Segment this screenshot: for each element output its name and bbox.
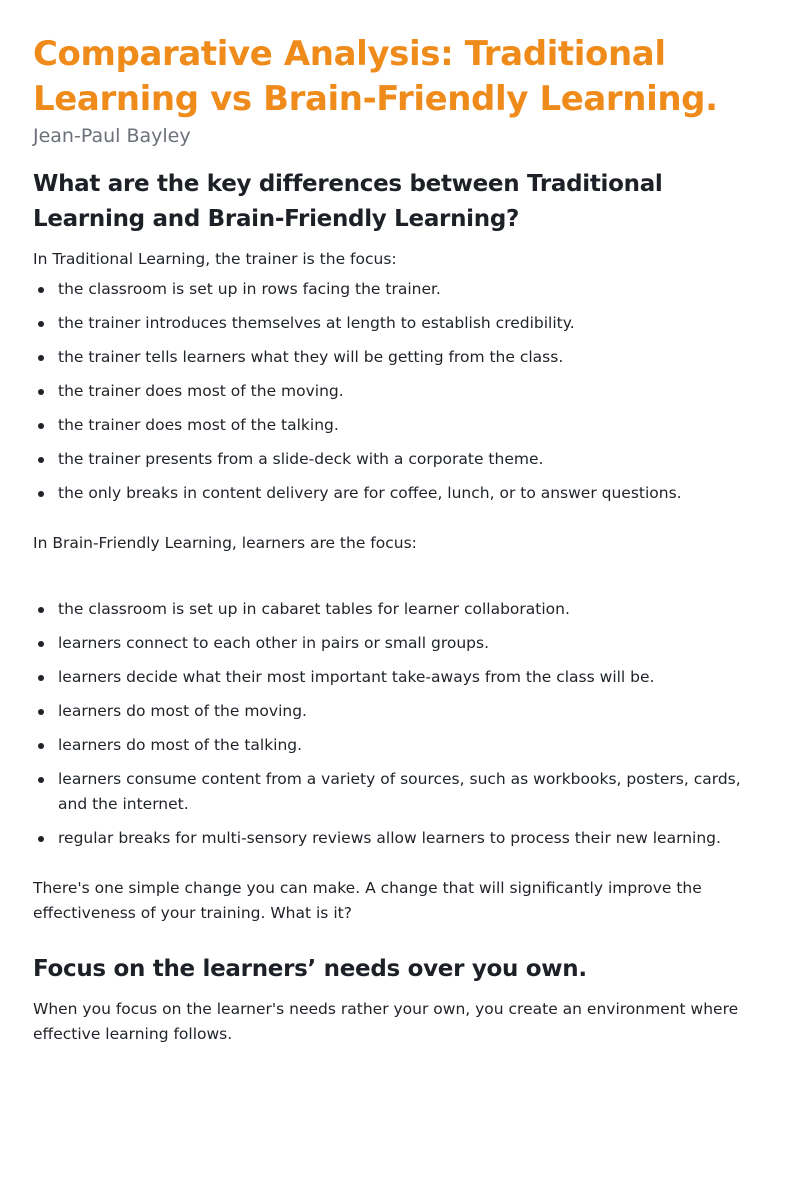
section-heading-focus: Focus on the learners’ needs over you own. bbox=[33, 956, 587, 982]
list-item: the only breaks in content delivery are for coffee, lunch, or to answer questions. bbox=[33, 481, 754, 506]
list-item: learners consume content from a variety of sources, such as workbooks, posters, cards, and the internet. bbox=[33, 767, 754, 817]
article-title: Comparative Analysis: Traditional Learning vs Brain-Friendly Learning. bbox=[33, 34, 718, 119]
list-item: learners do most of the moving. bbox=[33, 699, 754, 724]
brain-friendly-intro: In Brain-Friendly Learning, learners are the focus: bbox=[33, 534, 417, 552]
list-item: the trainer introduces themselves at length to establish credibility. bbox=[33, 311, 754, 336]
traditional-list bbox=[33, 277, 754, 506]
final-paragraph: When you focus on the learner's needs rather your own, you create an environment where effective learning follows. bbox=[33, 1000, 739, 1043]
closing-paragraph: There's one simple change you can make. A change that will significantly improve the effectiveness of your training. What is it? bbox=[33, 879, 702, 922]
list-item: learners do most of the talking. bbox=[33, 733, 754, 758]
list-item: learners decide what their most important take-aways from the class will be. bbox=[33, 665, 754, 690]
list-item: learners connect to each other in pairs or small groups. bbox=[33, 631, 754, 656]
list-item: the trainer does most of the moving. bbox=[33, 379, 754, 404]
list-item: the trainer presents from a slide-deck with a corporate theme. bbox=[33, 447, 754, 472]
list-item: the trainer does most of the talking. bbox=[33, 413, 754, 438]
section-heading-differences: What are the key differences between Traditional Learning and Brain-Friendly Learning? bbox=[33, 171, 663, 232]
article-author: Jean-Paul Bayley bbox=[33, 125, 191, 147]
brain-friendly-list bbox=[33, 597, 754, 851]
list-item: the classroom is set up in rows facing the trainer. bbox=[33, 277, 754, 302]
list-item: the trainer tells learners what they will be getting from the class. bbox=[33, 345, 754, 370]
list-item: regular breaks for multi-sensory reviews allow learners to process their new learning. bbox=[33, 826, 754, 851]
traditional-intro: In Traditional Learning, the trainer is the focus: bbox=[33, 250, 397, 268]
list-item: the classroom is set up in cabaret tables for learner collaboration. bbox=[33, 597, 754, 622]
